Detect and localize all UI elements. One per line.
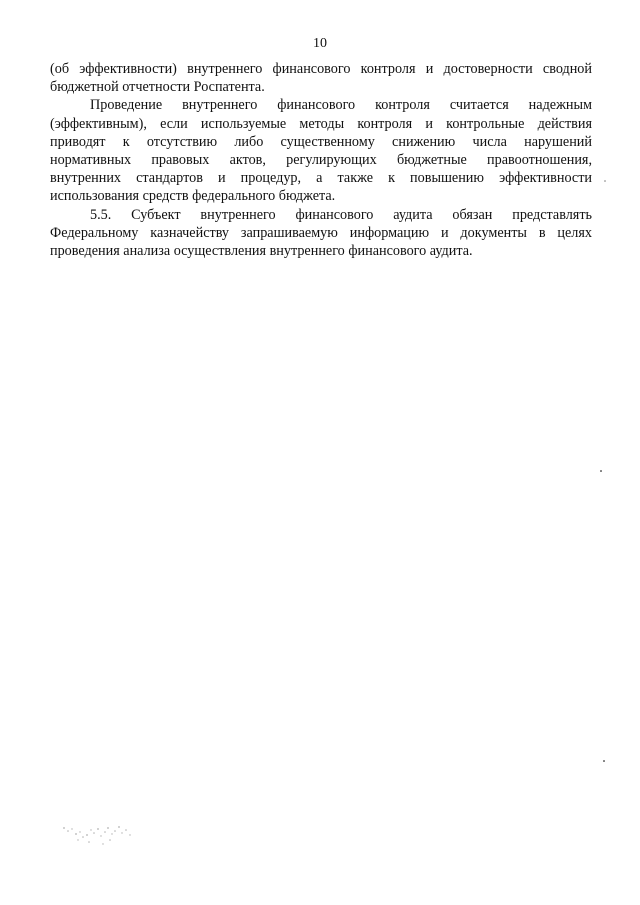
text-line: приводят к отсутствию либо существенному снижению числа нарушений xyxy=(50,133,592,150)
scan-dot xyxy=(603,760,605,762)
scan-dot xyxy=(600,470,602,472)
document-body xyxy=(50,60,592,260)
page-number: 10 xyxy=(313,36,327,51)
text-line: бюджетной отчетности Роспатента. xyxy=(50,79,265,96)
paragraph-2 xyxy=(50,96,592,205)
scan-dot xyxy=(604,180,606,182)
text-line: Проведение внутреннего финансового контроля считается надежным xyxy=(90,97,592,114)
text-line: внутренних стандартов и процедур, а также к повышению эффективности xyxy=(50,170,592,187)
text-line: Федеральному казначейству запрашиваемую информацию и документы в целях xyxy=(50,224,592,241)
text-line: использования средств федерального бюджета. xyxy=(50,188,336,205)
text-line: проведения анализа осуществления внутреннего финансового аудита. xyxy=(50,243,473,260)
text-line: 5.5. Субъект внутреннего финансового аудита обязан представлять xyxy=(90,206,592,223)
text-line: (эффективным), если используемые методы контроля и контрольные действия xyxy=(50,115,592,132)
paragraph-1 xyxy=(50,60,592,96)
text-line: (об эффективности) внутреннего финансового контроля и достоверности сводной xyxy=(50,61,592,77)
paragraph-3 xyxy=(50,206,592,261)
faded-stamp-mark xyxy=(58,820,148,860)
text-line: нормативных правовых актов, регулирующих бюджетные правоотношения, xyxy=(50,152,592,169)
